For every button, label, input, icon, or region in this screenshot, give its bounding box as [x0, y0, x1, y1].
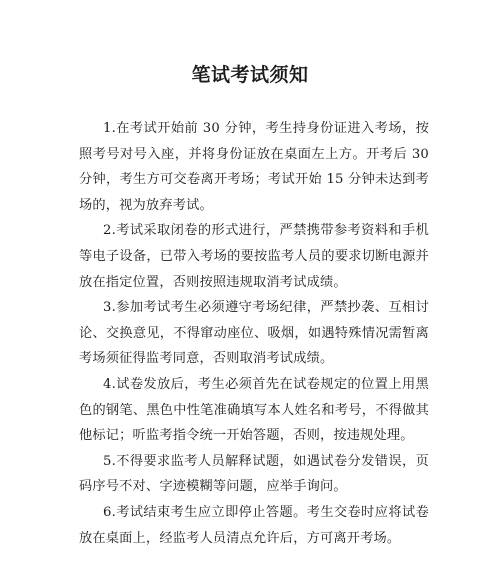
rule-2: 2.考试采取闭卷的形式进行，严禁携带参考资料和手机等电子设备，已带入考场的要按监考人员的要求切断电源并放在指定位置，否则按照违规取消考试成绩。	[79, 223, 429, 290]
rules-list	[79, 116, 429, 551]
rule-5: 5.不得要求监考人员解释试题，如遇试卷分发错误，页码序号不对、字迹模糊等问题，应举手询问。	[79, 453, 429, 495]
rule-4: 4.试卷发放后，考生必须首先在试卷规定的位置上用黑色的钢笔、黑色中性笔准确填写本人姓名和考号，不得做其他标记；听监考指令统一开始答题，否则，按违规处理。	[79, 376, 429, 444]
document-title: 笔试考试须知	[191, 64, 309, 86]
rule-3: 3.参加考试考生必须遵守考场纪律，严禁抄袭、互相讨论、交换意见，不得窜动座位、吸烟，如遇特殊情况需暂离考场须征得监考同意，否则取消考试成绩。	[79, 300, 429, 367]
rule-1: 1.在考试开始前 30 分钟，考生持身份证进入考场，按照考号对号入座，并将身份证放在桌面左上方。开考后 30 分钟，考生方可交卷离开考场；考试开始 15 分钟未达到考场的，视为放弃考试。	[79, 121, 429, 213]
rule-6: 6.考试结束考生应立即停止答题。考生交卷时应将试卷放在桌面上，经监考人员清点允许后，方可离开考场。	[79, 504, 429, 546]
